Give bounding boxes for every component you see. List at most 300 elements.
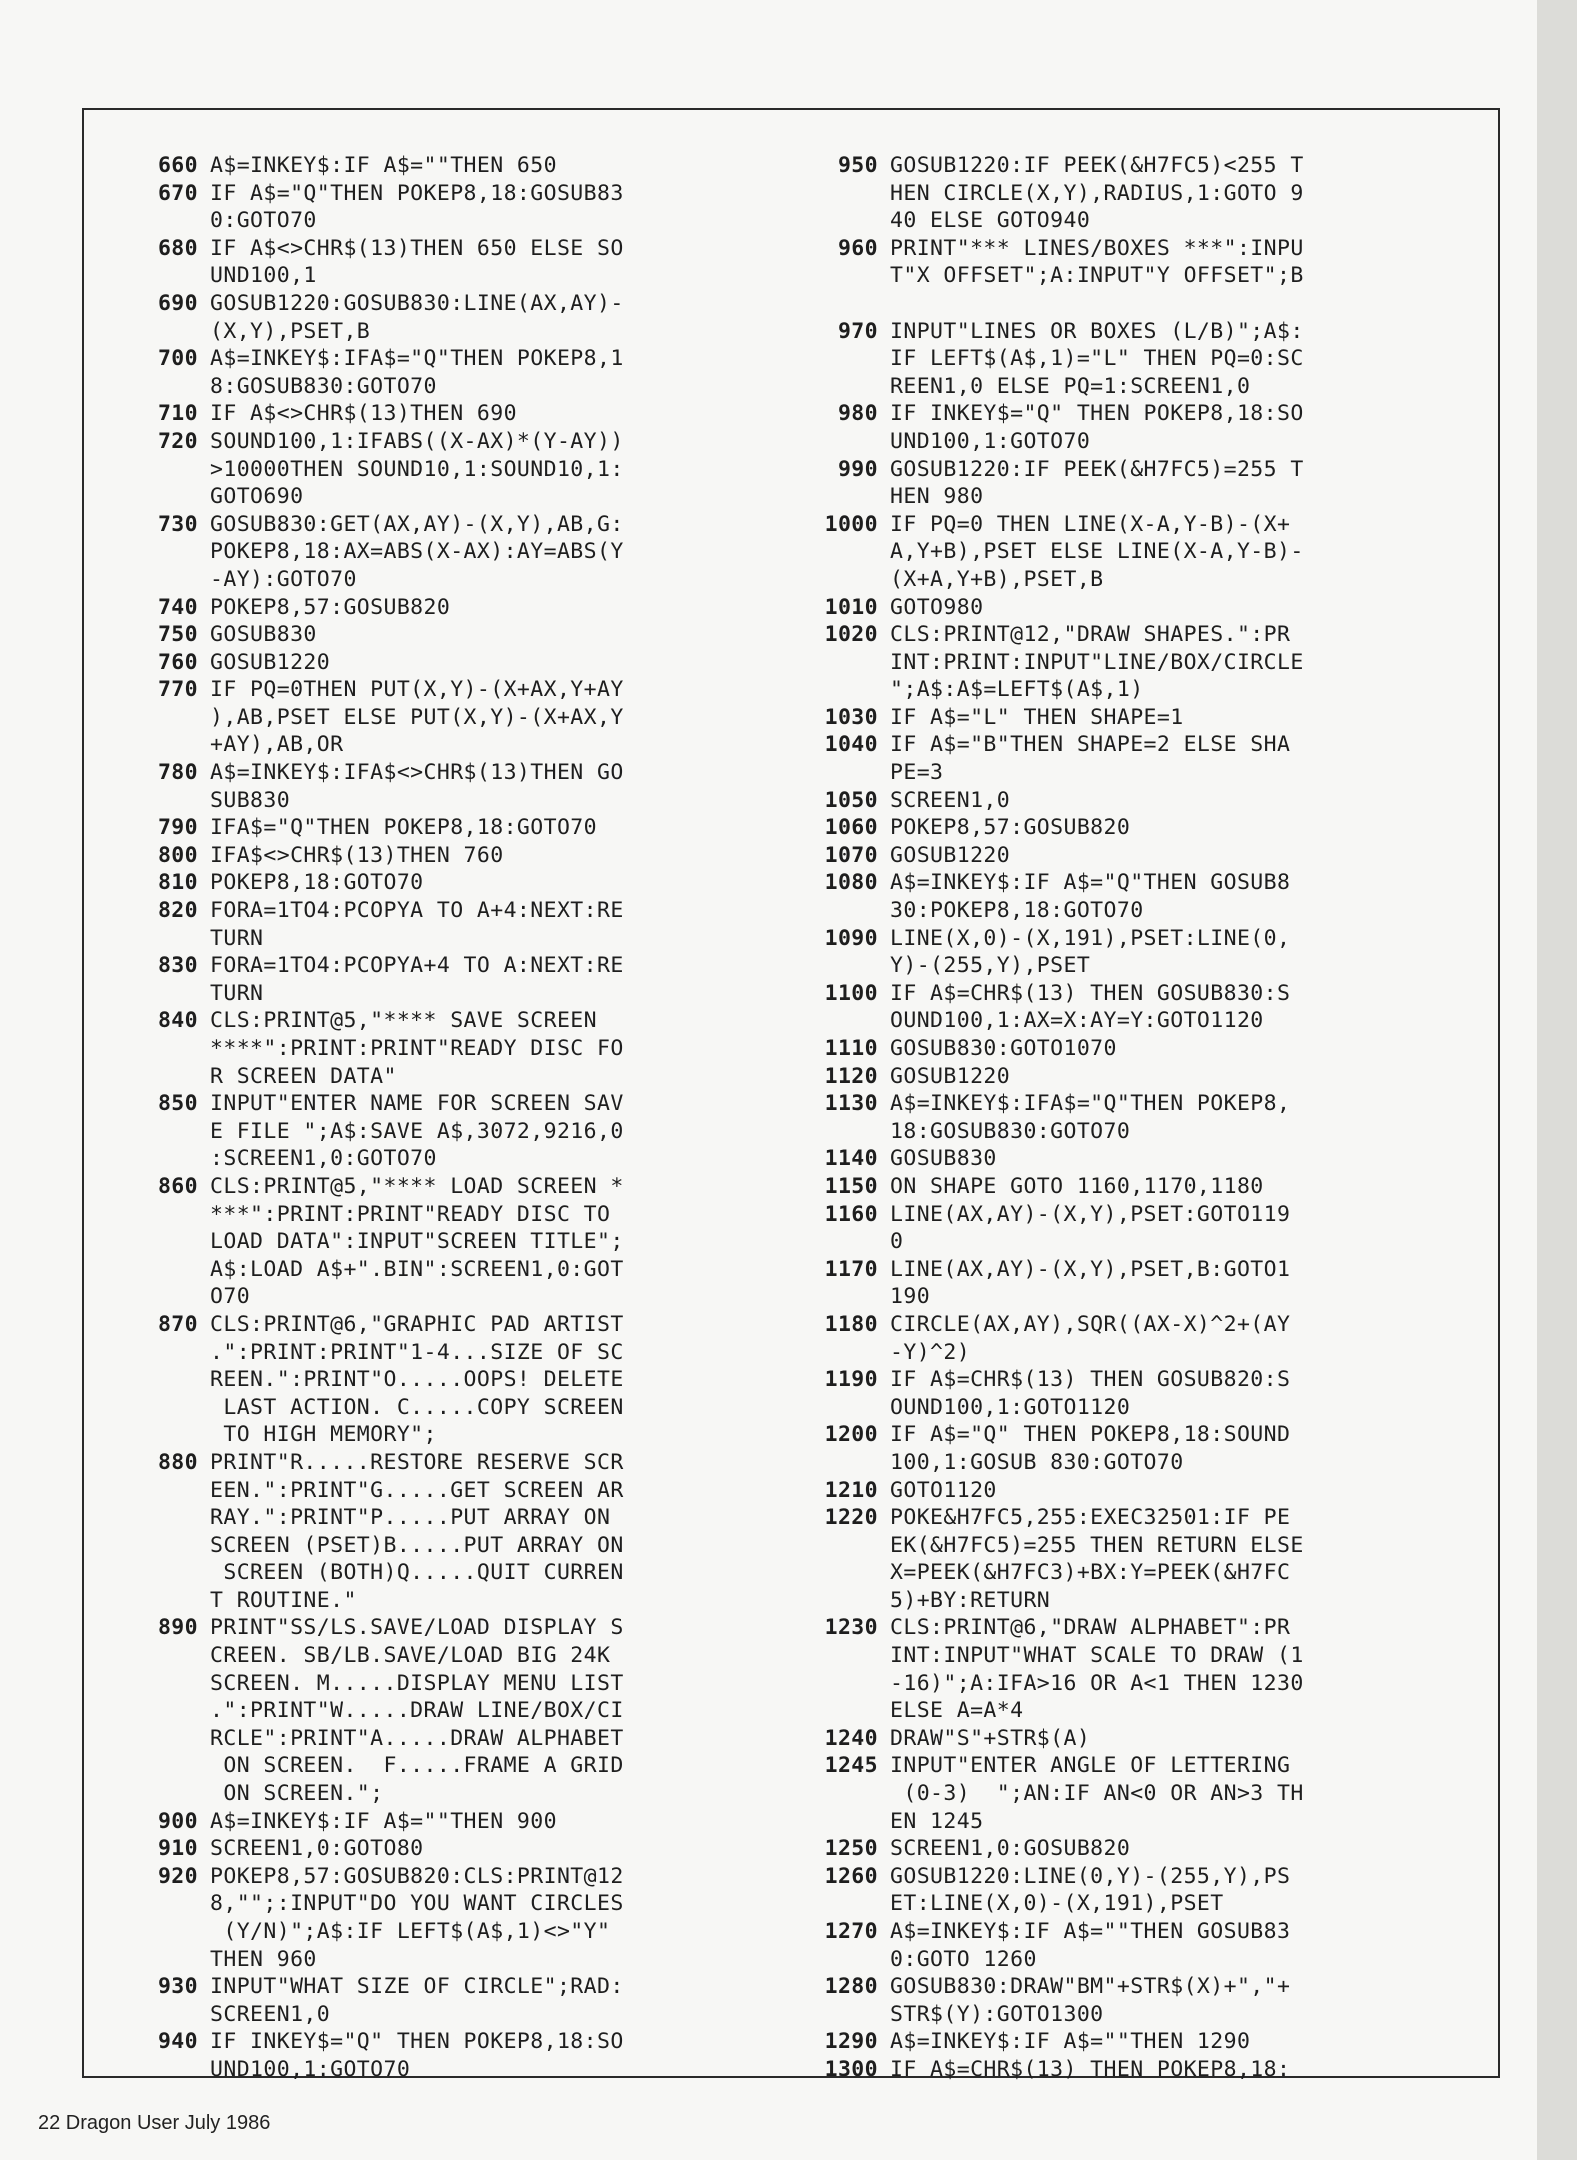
line-number: 670 — [157, 180, 198, 206]
code-line — [140, 621, 730, 649]
line-code: 190 — [890, 1284, 931, 1310]
code-line — [140, 649, 730, 677]
line-code: O70 — [210, 1284, 251, 1310]
line-code: EK(&H7FC5)=255 THEN RETURN ELSE — [890, 1532, 1304, 1558]
line-code: A$=INKEY$:IF A$="Q"THEN GOSUB8 — [890, 870, 1291, 896]
line-code: GOSUB830:GOTO1070 — [890, 1036, 1117, 1061]
line-code: E FILE ";A$:SAVE A$,3072,9216,0 — [210, 1118, 624, 1144]
line-number: 1200 — [824, 1422, 878, 1448]
line-code: EN 1245 — [890, 1808, 984, 1834]
line-code: OUND100,1:AX=X:AY=Y:GOTO1120 — [890, 1008, 1264, 1034]
code-line — [140, 235, 730, 263]
line-number: 660 — [157, 153, 198, 178]
code-line — [140, 1007, 730, 1035]
line-code: A$=INKEY$:IF A$=""THEN 650 — [210, 153, 557, 178]
line-number: 940 — [157, 2029, 198, 2055]
line-code: 0 — [890, 1229, 904, 1255]
line-code: IFA$<>CHR$(13)THEN 760 — [210, 842, 504, 868]
code-line — [820, 1835, 1420, 1863]
line-number: 960 — [837, 235, 878, 261]
line-number: 970 — [837, 318, 878, 344]
line-number: 1270 — [824, 1919, 878, 1944]
line-code: INT:INPUT"WHAT SCALE TO DRAW (1 — [890, 1643, 1304, 1669]
line-code: GOTO980 — [890, 594, 984, 620]
code-line — [820, 1946, 1420, 1974]
code-line — [140, 1890, 730, 1918]
line-code: FORA=1TO4:PCOPYA+4 TO A:NEXT:RE — [210, 953, 624, 979]
line-code: RCLE":PRINT"A.....DRAW ALPHABET — [210, 1725, 624, 1751]
line-number: 700 — [157, 346, 198, 372]
line-number: 1010 — [824, 594, 878, 620]
line-number: 1190 — [824, 1367, 878, 1393]
line-code: RAY.":PRINT"P.....PUT ARRAY ON — [210, 1505, 611, 1531]
page-footer: 22 Dragon User July 1986 — [38, 2112, 271, 2134]
line-code: CLS:PRINT@12,"DRAW SHAPES.":PR — [890, 622, 1291, 648]
line-code: GOSUB830 — [890, 1146, 997, 1172]
code-line — [140, 1394, 730, 1422]
line-number: 1210 — [824, 1477, 878, 1503]
code-line — [820, 869, 1420, 897]
line-code: CLS:PRINT@6,"GRAPHIC PAD ARTIST — [210, 1311, 624, 1337]
code-line — [820, 787, 1420, 815]
line-code: INPUT"LINES OR BOXES (L/B)";A$: — [890, 318, 1304, 344]
line-code: ELSE A=A*4 — [890, 1698, 1024, 1724]
line-number: 1120 — [824, 1063, 878, 1089]
code-line — [820, 1973, 1420, 2001]
line-code: X=PEEK(&H7FC3)+BX:Y=PEEK(&H7FC — [890, 1560, 1291, 1586]
code-line — [820, 1063, 1420, 1091]
code-line — [140, 2028, 730, 2056]
code-line — [820, 2028, 1420, 2056]
code-line — [140, 373, 730, 401]
line-code: (Y/N)";A$:IF LEFT$(A$,1)<>"Y" — [210, 1919, 611, 1944]
code-line — [820, 566, 1420, 594]
line-code: SCREEN. M.....DISPLAY MENU LIST — [210, 1670, 624, 1696]
line-code: IF INKEY$="Q" THEN POKEP8,18:SO — [890, 401, 1304, 427]
line-code: -16)";A:IFA>16 OR A<1 THEN 1230 — [890, 1670, 1304, 1696]
code-line — [140, 1421, 730, 1449]
code-line — [140, 1201, 730, 1229]
code-line — [140, 1670, 730, 1698]
line-code: EEN.":PRINT"G.....GET SCREEN AR — [210, 1477, 624, 1503]
code-line — [140, 345, 730, 373]
line-number: 1280 — [824, 1974, 878, 2000]
code-line — [820, 1228, 1420, 1256]
line-number: 1050 — [824, 787, 878, 813]
code-line — [820, 400, 1420, 428]
line-code: LAST ACTION. C.....COPY SCREEN — [210, 1394, 624, 1420]
line-code: POKEP8,57:GOSUB820:CLS:PRINT@12 — [210, 1863, 624, 1889]
code-line — [820, 897, 1420, 925]
line-code: DRAW"S"+STR$(A) — [890, 1725, 1091, 1751]
line-code: GOSUB1220:GOSUB830:LINE(AX,AY)- — [210, 290, 624, 316]
line-number: 1130 — [824, 1091, 878, 1117]
code-line — [820, 456, 1420, 484]
line-code: GOSUB1220 — [210, 649, 331, 675]
line-number: 1090 — [824, 925, 878, 951]
line-code: ";A$:A$=LEFT$(A$,1) — [890, 677, 1144, 703]
line-number: 860 — [157, 1173, 198, 1199]
line-code: A,Y+B),PSET ELSE LINE(X-A,Y-B)- — [890, 539, 1304, 565]
line-code: INPUT"WHAT SIZE OF CIRCLE";RAD: — [210, 1974, 624, 2000]
code-line — [820, 1201, 1420, 1229]
code-line — [140, 1339, 730, 1367]
line-number: 730 — [157, 511, 198, 537]
code-line — [820, 1007, 1420, 1035]
code-line — [140, 925, 730, 953]
line-code: 30:POKEP8,18:GOTO70 — [890, 898, 1144, 924]
line-number: 680 — [157, 235, 198, 261]
line-code: SUB830 — [210, 787, 291, 813]
code-line — [140, 1090, 730, 1118]
line-number: 710 — [157, 401, 198, 427]
code-line — [820, 842, 1420, 870]
line-code: -AY):GOTO70 — [210, 566, 357, 592]
code-line — [140, 1946, 730, 1974]
line-code: HEN 980 — [890, 484, 984, 510]
code-line — [820, 1697, 1420, 1725]
line-code: 8,"";:INPUT"DO YOU WANT CIRCLES — [210, 1891, 624, 1917]
line-code: LINE(AX,AY)-(X,Y),PSET,B:GOTO1 — [890, 1256, 1291, 1282]
code-line — [820, 704, 1420, 732]
line-number: 1230 — [824, 1615, 878, 1641]
code-line — [820, 1256, 1420, 1284]
code-line — [820, 511, 1420, 539]
code-line — [140, 566, 730, 594]
code-line — [140, 842, 730, 870]
code-line — [140, 676, 730, 704]
code-line — [820, 483, 1420, 511]
line-code: SCREEN1,0:GOSUB820 — [890, 1836, 1131, 1862]
line-code: TURN — [210, 925, 264, 951]
code-line — [140, 538, 730, 566]
line-code: FORA=1TO4:PCOPYA TO A+4:NEXT:RE — [210, 898, 624, 924]
line-code: PE=3 — [890, 760, 944, 786]
code-line — [140, 1587, 730, 1615]
code-line — [140, 207, 730, 235]
code-line — [140, 759, 730, 787]
line-code: INPUT"ENTER ANGLE OF LETTERING — [890, 1753, 1291, 1779]
code-line — [820, 676, 1420, 704]
code-line — [820, 1642, 1420, 1670]
code-line — [820, 621, 1420, 649]
code-line — [140, 180, 730, 208]
line-number: 1170 — [824, 1256, 878, 1282]
code-line — [820, 1587, 1420, 1615]
line-code: LINE(X,0)-(X,191),PSET:LINE(0, — [890, 925, 1291, 951]
code-line — [140, 704, 730, 732]
line-number: 1240 — [824, 1725, 878, 1751]
line-code: IF A$="Q" THEN POKEP8,18:SOUND — [890, 1422, 1291, 1448]
line-code: 100,1:GOSUB 830:GOTO70 — [890, 1449, 1184, 1475]
listing-left-column — [140, 152, 730, 2084]
code-line — [820, 428, 1420, 456]
code-line — [140, 1918, 730, 1946]
line-code: PRINT"*** LINES/BOXES ***":INPU — [890, 235, 1304, 261]
line-number: 1300 — [824, 2056, 878, 2082]
line-code: IF A$=CHR$(13) THEN GOSUB820:S — [890, 1367, 1291, 1393]
line-code: .":PRINT"W.....DRAW LINE/BOX/CI — [210, 1698, 624, 1724]
line-number: 920 — [157, 1863, 198, 1889]
line-code: 18:GOSUB830:GOTO70 — [890, 1118, 1131, 1144]
line-number: 770 — [157, 677, 198, 703]
line-number: 1220 — [824, 1505, 878, 1531]
line-code: GOSUB1220 — [890, 842, 1011, 868]
code-line — [820, 1477, 1420, 1505]
line-number: 1250 — [824, 1836, 878, 1862]
line-number: 1060 — [824, 815, 878, 841]
line-code: UND100,1:GOTO70 — [890, 428, 1091, 454]
line-number: 990 — [837, 456, 878, 482]
line-number: 1245 — [824, 1753, 878, 1779]
line-code: CLS:PRINT@5,"**** LOAD SCREEN * — [210, 1173, 624, 1199]
line-code: (0-3) ";AN:IF AN<0 OR AN>3 TH — [890, 1781, 1304, 1807]
line-code: CIRCLE(AX,AY),SQR((AX-X)^2+(AY — [890, 1311, 1291, 1337]
line-code: Y)-(255,Y),PSET — [890, 953, 1091, 979]
line-number: 830 — [157, 953, 198, 979]
code-line — [140, 1697, 730, 1725]
code-line — [140, 1973, 730, 2001]
line-number: 930 — [157, 1974, 198, 2000]
code-line — [820, 1366, 1420, 1394]
code-line — [820, 538, 1420, 566]
line-code: PRINT"SS/LS.SAVE/LOAD DISPLAY S — [210, 1615, 624, 1641]
code-line — [140, 1614, 730, 1642]
line-code: POKEP8,18:GOTO70 — [210, 870, 424, 896]
line-code: :SCREEN1,0:GOTO70 — [210, 1146, 437, 1172]
line-code: UND100,1:GOTO70 — [210, 2056, 411, 2082]
line-number: 980 — [837, 401, 878, 427]
line-code: LINE(AX,AY)-(X,Y),PSET:GOTO119 — [890, 1201, 1291, 1227]
code-line — [820, 180, 1420, 208]
line-code: A$=INKEY$:IF A$=""THEN GOSUB83 — [890, 1919, 1291, 1944]
code-line — [820, 952, 1420, 980]
line-code: GOTO1120 — [890, 1477, 997, 1503]
code-line — [820, 1725, 1420, 1753]
line-code: PRINT"R.....RESTORE RESERVE SCR — [210, 1449, 624, 1475]
code-line — [140, 814, 730, 842]
line-number: 750 — [157, 622, 198, 648]
line-code: ON SCREEN. F.....FRAME A GRID — [210, 1753, 624, 1779]
line-number: 1020 — [824, 622, 878, 648]
line-code: A$=INKEY$:IFA$<>CHR$(13)THEN GO — [210, 760, 624, 786]
line-code: OUND100,1:GOTO1120 — [890, 1394, 1131, 1420]
code-line — [140, 1311, 730, 1339]
line-code: IFA$="Q"THEN POKEP8,18:GOTO70 — [210, 815, 597, 841]
code-line — [820, 1890, 1420, 1918]
line-number: 790 — [157, 815, 198, 841]
line-code: T ROUTINE." — [210, 1587, 357, 1613]
code-line — [140, 1477, 730, 1505]
code-line — [820, 290, 1420, 318]
line-number: 890 — [157, 1615, 198, 1641]
code-line — [820, 1173, 1420, 1201]
line-code: ***":PRINT:PRINT"READY DISC TO — [210, 1201, 611, 1227]
code-line — [140, 428, 730, 456]
code-line — [140, 152, 730, 180]
code-line — [140, 897, 730, 925]
code-line — [820, 1421, 1420, 1449]
line-code: GOSUB830 — [210, 622, 317, 648]
line-code: SOUND100,1:IFABS((X-AX)*(Y-AY)) — [210, 428, 624, 454]
code-line — [820, 980, 1420, 1008]
line-code: ON SHAPE GOTO 1160,1170,1180 — [890, 1173, 1264, 1199]
line-code: POKEP8,57:GOSUB820 — [210, 594, 451, 620]
code-line — [820, 1035, 1420, 1063]
line-code: IF A$<>CHR$(13)THEN 690 — [210, 401, 517, 427]
line-code: ),AB,PSET ELSE PUT(X,Y)-(X+AX,Y — [210, 704, 624, 730]
line-number: 1290 — [824, 2029, 878, 2055]
line-code: A$=INKEY$:IFA$="Q"THEN POKEP8,1 — [210, 346, 624, 372]
line-code: REEN1,0 ELSE PQ=1:SCREEN1,0 — [890, 373, 1251, 399]
line-number: 1180 — [824, 1311, 878, 1337]
code-line — [820, 345, 1420, 373]
line-number: 1080 — [824, 870, 878, 896]
code-line — [820, 1311, 1420, 1339]
page-edge-shadow — [1537, 0, 1577, 2160]
line-code: POKEP8,18:AX=ABS(X-AX):AY=ABS(Y — [210, 539, 624, 565]
line-code: IF A$="B"THEN SHAPE=2 ELSE SHA — [890, 732, 1291, 758]
line-number: 760 — [157, 649, 198, 675]
code-line — [140, 1035, 730, 1063]
line-code: A$=INKEY$:IF A$=""THEN 900 — [210, 1808, 557, 1834]
line-code: THEN 960 — [210, 1946, 317, 1972]
code-line — [820, 152, 1420, 180]
code-line — [140, 980, 730, 1008]
line-code: T"X OFFSET";A:INPUT"Y OFFSET";B — [890, 263, 1304, 289]
code-line — [820, 235, 1420, 263]
code-line — [820, 1808, 1420, 1836]
line-code: +AY),AB,OR — [210, 732, 344, 758]
code-line — [140, 456, 730, 484]
code-line — [140, 483, 730, 511]
line-number: 780 — [157, 760, 198, 786]
line-code: INPUT"ENTER NAME FOR SCREEN SAV — [210, 1091, 624, 1117]
line-number: 870 — [157, 1311, 198, 1337]
line-code: (X,Y),PSET,B — [210, 318, 371, 344]
code-line — [140, 318, 730, 346]
code-line — [140, 1642, 730, 1670]
code-line — [140, 2001, 730, 2029]
line-number: 1000 — [824, 511, 878, 537]
code-line — [140, 594, 730, 622]
code-line — [140, 1228, 730, 1256]
line-number: 1140 — [824, 1146, 878, 1172]
code-line — [820, 1504, 1420, 1532]
line-code: SCREEN (PSET)B.....PUT ARRAY ON — [210, 1532, 624, 1558]
code-line — [820, 1394, 1420, 1422]
code-line — [820, 759, 1420, 787]
code-line — [140, 400, 730, 428]
code-line — [140, 1449, 730, 1477]
line-code: SCREEN1,0 — [890, 787, 1011, 813]
line-code: ****":PRINT:PRINT"READY DISC FO — [210, 1036, 624, 1061]
line-code: GOSUB1220:LINE(0,Y)-(255,Y),PS — [890, 1863, 1291, 1889]
code-line — [820, 1670, 1420, 1698]
line-code: TURN — [210, 980, 264, 1006]
line-number: 1110 — [824, 1036, 878, 1061]
line-code: 8:GOSUB830:GOTO70 — [210, 373, 437, 399]
line-number: 950 — [837, 153, 878, 178]
line-code: LOAD DATA":INPUT"SCREEN TITLE"; — [210, 1229, 624, 1255]
code-line — [820, 1863, 1420, 1891]
code-line — [820, 1118, 1420, 1146]
code-line — [820, 1614, 1420, 1642]
code-line — [140, 1145, 730, 1173]
code-line — [820, 925, 1420, 953]
code-line — [820, 207, 1420, 235]
line-number: 910 — [157, 1836, 198, 1862]
line-number: 720 — [157, 428, 198, 454]
line-number: 1040 — [824, 732, 878, 758]
listing-right-column — [820, 152, 1420, 2084]
line-code: ET:LINE(X,0)-(X,191),PSET — [890, 1891, 1224, 1917]
line-number: 880 — [157, 1449, 198, 1475]
code-line — [820, 1090, 1420, 1118]
line-code: 5)+BY:RETURN — [890, 1587, 1051, 1613]
code-line — [140, 1725, 730, 1753]
code-line — [140, 952, 730, 980]
code-line — [820, 1752, 1420, 1780]
line-number: 820 — [157, 898, 198, 924]
line-code: STR$(Y):GOTO1300 — [890, 2001, 1104, 2027]
code-line — [140, 1780, 730, 1808]
line-code: (X+A,Y+B),PSET,B — [890, 566, 1104, 592]
code-line — [820, 318, 1420, 346]
line-code: IF PQ=0 THEN LINE(X-A,Y-B)-(X+ — [890, 511, 1291, 537]
line-code — [820, 290, 890, 318]
line-number: 690 — [157, 290, 198, 316]
line-number: 900 — [157, 1808, 198, 1834]
code-line — [140, 1283, 730, 1311]
code-line — [140, 1366, 730, 1394]
line-code: GOTO690 — [210, 484, 304, 510]
line-code: GOSUB830:DRAW"BM"+STR$(X)+","+ — [890, 1974, 1291, 2000]
code-line — [820, 373, 1420, 401]
line-code: SCREEN1,0 — [210, 2001, 331, 2027]
code-line — [140, 1173, 730, 1201]
line-code: IF A$=CHR$(13) THEN GOSUB830:S — [890, 980, 1291, 1006]
code-line — [820, 1532, 1420, 1560]
line-code: CLS:PRINT@5,"**** SAVE SCREEN — [210, 1008, 597, 1034]
code-line — [140, 1063, 730, 1091]
code-line — [140, 2056, 730, 2084]
code-line — [140, 1256, 730, 1284]
line-number: 1070 — [824, 842, 878, 868]
code-line — [820, 649, 1420, 677]
line-code: 0:GOTO 1260 — [890, 1946, 1037, 1972]
code-line — [820, 1283, 1420, 1311]
line-code: CLS:PRINT@6,"DRAW ALPHABET":PR — [890, 1615, 1291, 1641]
code-line — [820, 2056, 1420, 2084]
line-code: CREEN. SB/LB.SAVE/LOAD BIG 24K — [210, 1643, 611, 1669]
line-code: POKE&H7FC5,255:EXEC32501:IF PE — [890, 1505, 1291, 1531]
code-line — [820, 262, 1420, 290]
line-code: 0:GOTO70 — [210, 208, 317, 234]
line-code: IF INKEY$="Q" THEN POKEP8,18:SO — [210, 2029, 624, 2055]
code-line — [820, 1449, 1420, 1477]
line-code: TO HIGH MEMORY"; — [210, 1422, 437, 1448]
line-code: >10000THEN SOUND10,1:SOUND10,1: — [210, 456, 624, 482]
line-code: INT:PRINT:INPUT"LINE/BOX/CIRCLE — [890, 649, 1304, 675]
line-number: 1100 — [824, 980, 878, 1006]
code-line — [140, 1559, 730, 1587]
line-code: IF A$=CHR$(13) THEN POKEP8,18: — [890, 2056, 1291, 2082]
code-line — [820, 1559, 1420, 1587]
line-number: 850 — [157, 1091, 198, 1117]
code-line — [140, 1752, 730, 1780]
code-line — [140, 731, 730, 759]
